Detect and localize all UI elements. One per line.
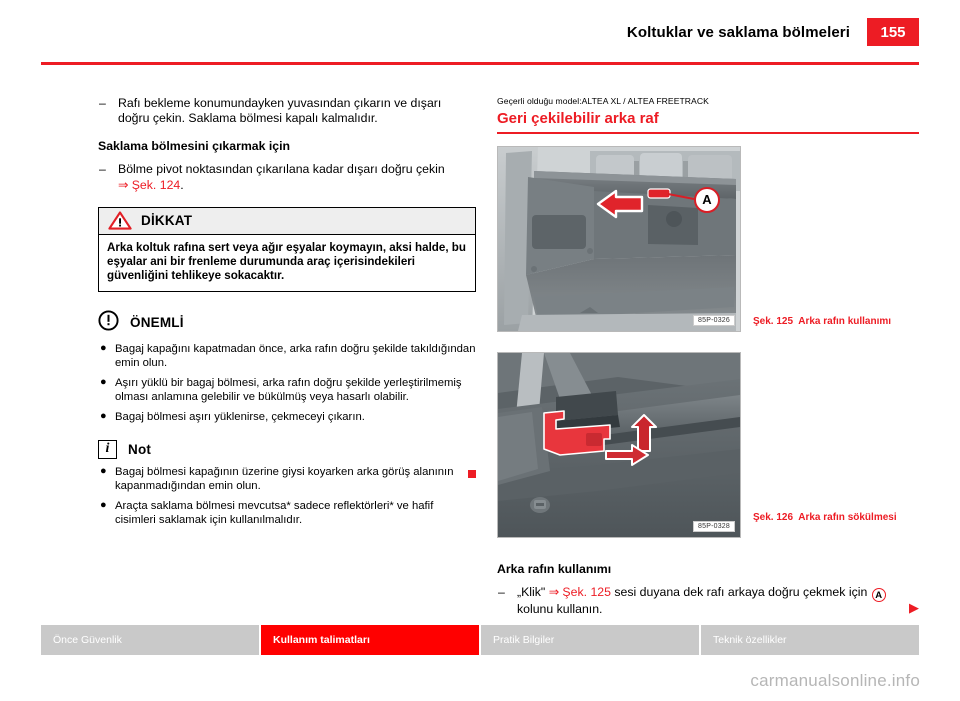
footer-tab-once-guvenlik[interactable]: Önce Güvenlik xyxy=(41,625,261,655)
dash-marker: – xyxy=(99,96,106,110)
figure-126-image xyxy=(497,352,741,538)
bullet-marker: ● xyxy=(100,409,107,422)
figure-126-caption xyxy=(753,512,923,525)
footer-tab-teknik-ozellikler[interactable]: Teknik özellikler xyxy=(701,625,919,655)
inline-callout-a: A xyxy=(872,588,886,602)
important-bullet xyxy=(98,342,476,370)
note-bullet-text: Araçta saklama bölmesi mevcutsa* sadece reflektörleri* ve hafif cisimleri saklamak için kullanılmalıdır. xyxy=(115,499,434,526)
note-title: Not xyxy=(128,441,152,457)
warning-box-title: DİKKAT xyxy=(141,213,193,229)
dash-marker: – xyxy=(498,584,505,599)
warning-box-dikkat xyxy=(98,207,476,292)
figure-125-caption-number: Şek. 125 xyxy=(753,315,794,327)
note-bullet-text: Bagaj bölmesi kapağının üzerine giysi koyarken arka görüş alanının kapanmadığından emin olun. xyxy=(115,465,454,492)
right-column xyxy=(497,96,919,625)
bullet-marker: ● xyxy=(100,498,107,511)
important-bullet-text: Bagaj kapağını kapatmadan önce, arka rafın doğru şekilde takıldığından emin olun. xyxy=(115,342,476,369)
usage-heading: Arka rafın kullanımı xyxy=(497,561,612,576)
important-bullet xyxy=(98,376,476,404)
watermark: carmanualsonline.info xyxy=(750,671,920,690)
remove-list-item-text: Bölme pivot noktasından çıkarılana kadar dışarı doğru çekin xyxy=(118,162,445,177)
page-number-badge: 155 xyxy=(867,18,919,46)
bullet-marker: ● xyxy=(100,341,107,354)
figure-125-image xyxy=(497,146,741,332)
note-bullet xyxy=(98,499,476,527)
figure-125 xyxy=(497,146,919,342)
important-bullet xyxy=(98,410,476,424)
warning-triangle-icon xyxy=(108,211,132,230)
usage-text-before: „Klik" xyxy=(517,584,549,599)
continue-arrow-icon: ▶ xyxy=(909,599,919,615)
usage-list-item xyxy=(497,585,919,618)
bullet-marker: ● xyxy=(100,464,107,477)
intro-list-item xyxy=(98,96,476,126)
dash-marker: – xyxy=(99,162,106,177)
usage-text-after: kolunu kullanın. xyxy=(517,602,603,617)
figure-125-callout-a: A xyxy=(694,187,720,213)
important-notice-title: ÖNEMLİ xyxy=(130,315,184,331)
cross-reference-link-124[interactable]: ⇒ Şek. 124 xyxy=(118,177,181,192)
left-column xyxy=(98,96,476,533)
important-notice-header xyxy=(98,310,476,336)
bullet-marker: ● xyxy=(100,375,107,388)
section-title-divider xyxy=(497,132,919,134)
subheading-remove-storage: Saklama bölmesini çıkarmak için xyxy=(98,139,291,154)
section-title: Geri çekilebilir arka raf xyxy=(497,110,659,127)
figure-126-caption-text: Arka rafın sökülmesi xyxy=(798,511,897,523)
footer-tab-pratik-bilgiler[interactable]: Pratik Bilgiler xyxy=(481,625,701,655)
footer-tab-kullanim-talimatlari[interactable]: Kullanım talimatları xyxy=(261,625,481,655)
figure-125-image-id: 85P-0326 xyxy=(693,315,735,326)
warning-box-body: Arka koltuk rafına sert veya ağır eşyalar koymayın, aksi halde, bu eşyalar ani bir frenleme durumunda araç içerisindekileri güvenliğini tehlikeye sokacaktır. xyxy=(107,240,466,283)
note-bullet xyxy=(98,465,476,493)
note-header xyxy=(98,440,476,459)
footer-tab-bar xyxy=(41,625,919,655)
figure-125-caption xyxy=(753,316,923,329)
exclamation-circle-icon xyxy=(98,310,119,336)
figure-126-image-id: 85P-0328 xyxy=(693,521,735,532)
remove-list-item xyxy=(98,162,476,192)
figure-125-caption-text: Arka rafın kullanımı xyxy=(798,315,892,327)
info-i-icon: i xyxy=(98,440,117,459)
intro-list-item-text: Rafı bekleme konumundayken yuvasından çıkarın ve dışarı doğru çekin. Saklama bölmesi kapalı kalmalıdır. xyxy=(118,96,442,126)
page-title: Koltuklar ve saklama bölmeleri xyxy=(626,24,850,41)
cross-reference-link-125[interactable]: ⇒ Şek. 125 xyxy=(548,584,611,599)
page-header xyxy=(0,0,960,62)
section-end-marker xyxy=(468,470,476,478)
figure-126 xyxy=(497,352,919,548)
figure-126-caption-number: Şek. 126 xyxy=(753,511,794,523)
model-applicability-note: Geçerli olduğu model:ALTEA XL / ALTEA FREETRACK xyxy=(497,96,709,106)
important-bullet-text: Aşırı yüklü bir bagaj bölmesi, arka rafın doğru şekilde yerleştirilmemiş olması anlamına gelebilir ve bükülmüş veya hasarlı olabilir. xyxy=(115,376,462,403)
warning-box-header xyxy=(99,208,475,235)
usage-text-mid: sesi duyana dek rafı arkaya doğru çekmek için xyxy=(610,584,871,599)
important-bullet-text: Bagaj bölmesi aşırı yüklenirse, çekmeceyi çıkarın. xyxy=(115,410,365,423)
header-divider xyxy=(41,62,919,65)
remove-list-item-text-after: . xyxy=(180,177,184,192)
